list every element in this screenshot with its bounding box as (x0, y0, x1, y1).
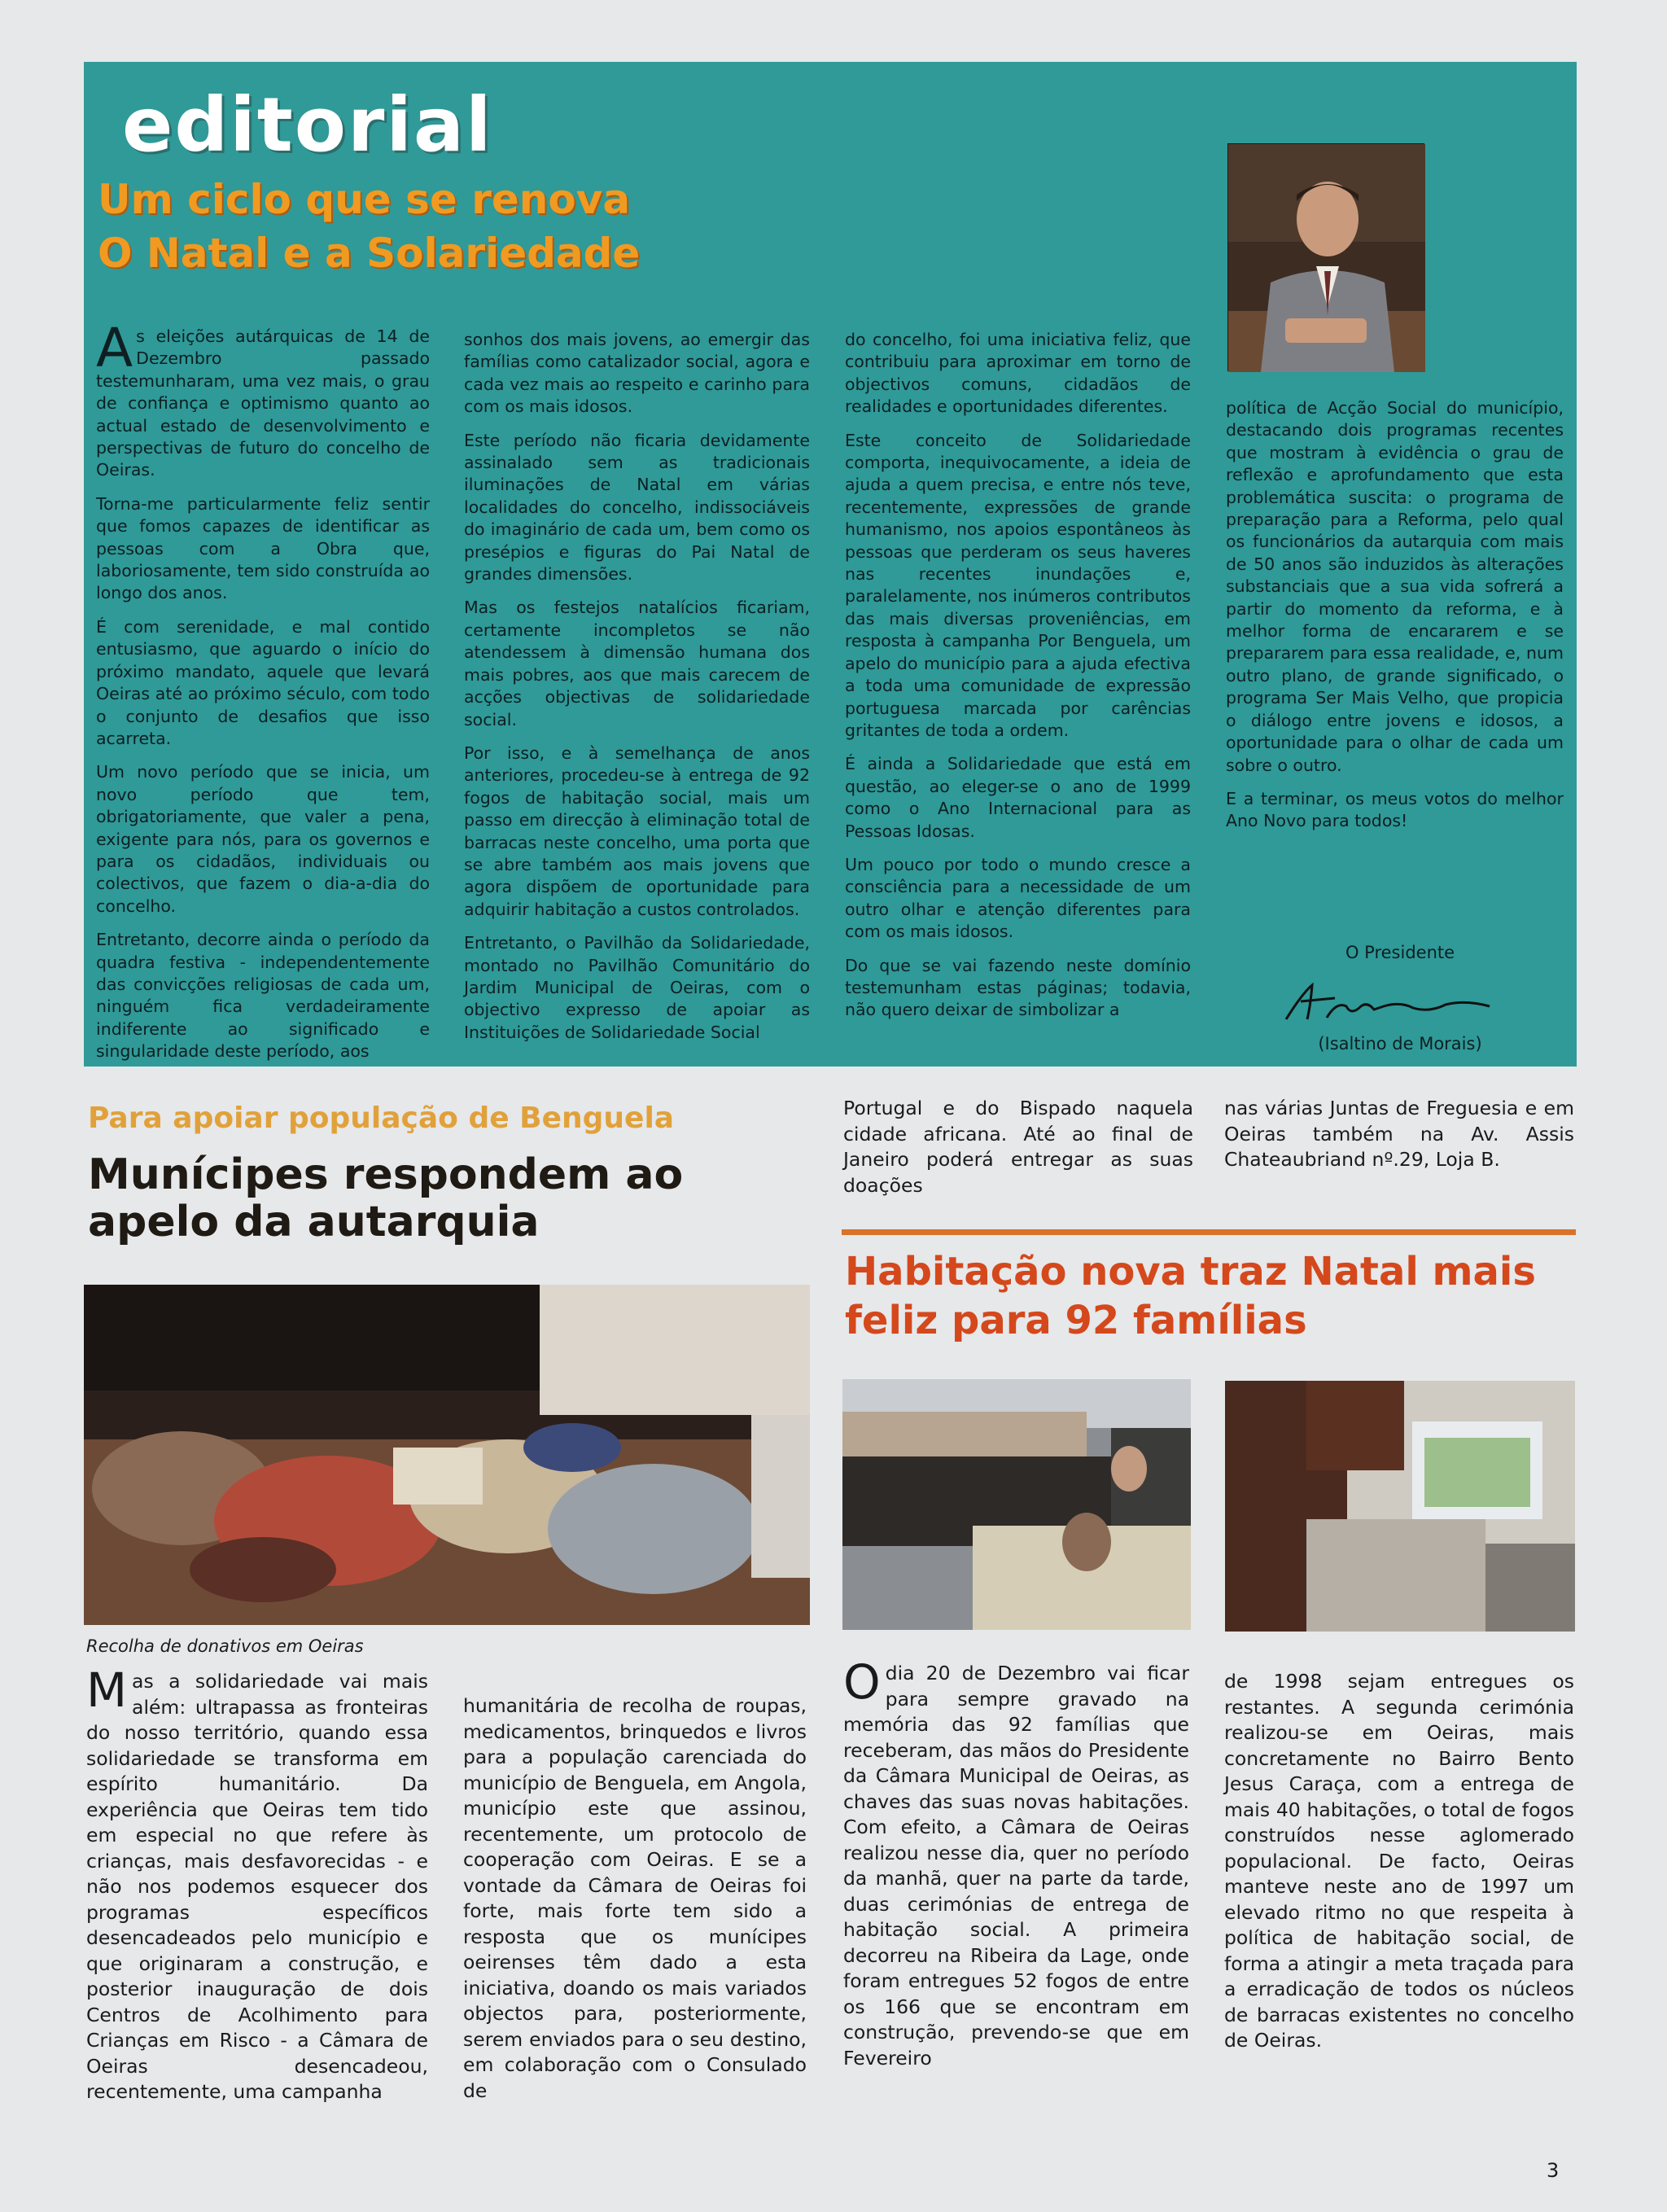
editorial-paragraph: Do que se vai fazendo neste domínio testemunham estas páginas; todavia, não quero deixar de simbolizar a (845, 955, 1191, 1020)
signature-mark (1270, 969, 1514, 1034)
article2-text: dia 20 de Dezembro vai ficar para sempre gravado na memória das 92 famílias que receberam, das mãos do Presidente da Câmara Municipal de Oeiras, as chaves das suas novas habitações. Com efeito, a Câmara de Oeiras realizou nesse dia, quer no período da manhã, quer na parte da tarde, duas cerimónias de entrega de habitação social. A primeira decorreu na Ribeira da Lage, onde foram entregues 52 fogos de entre os 166 que se encontram em construção, prevendo-se que em Fevereiro (843, 1662, 1189, 2070)
portrait-illustration (1228, 144, 1425, 372)
article1-column-4: nas várias Juntas de Freguesia e em Oeiras também na Av. Assis Chateaubriand nº.29, Loja B. (1224, 1097, 1574, 1171)
article2-column-1 (843, 1654, 1189, 2117)
editorial-paragraph: Torna-me particularmente feliz sentir que fomos capazes de identificar as pessoas com a Obra que, laboriosamente, tem sido construída ao longo dos anos. (96, 493, 430, 603)
handwritten-signature (1270, 969, 1514, 1034)
editorial-paragraph: É com serenidade, e mal contido entusiasmo, que aguardo o início do próximo mandato, aquele que levará Oeiras até ao próximo século, com todo o conjunto de desafios que isso acarreta. (96, 616, 430, 748)
donations-illustration (84, 1285, 810, 1625)
editorial-column-3 (845, 329, 1191, 1045)
editorial-headline-line1: Um ciclo que se renova (98, 176, 631, 223)
kitchen-photo (1225, 1381, 1575, 1632)
ceremony-photo (842, 1379, 1191, 1630)
photo-caption: Recolha de donativos em Oeiras (86, 1636, 364, 1656)
section-kicker: editorial (122, 81, 493, 169)
editorial-paragraph: Entretanto, o Pavilhão da Solidariedade, montado no Pavilhão Comunitário do Jardim Municipal de Oeiras, com o objectivo expresso de apoiar as Instituições de Solidariedade Social (464, 933, 810, 1042)
page-number: 3 (1547, 2159, 1560, 2182)
drop-cap: A (96, 317, 133, 379)
drop-cap: O (843, 1654, 881, 1710)
ceremony-illustration (842, 1379, 1191, 1630)
article1-kicker: Para apoiar população de Benguela (88, 1102, 675, 1135)
editorial-paragraph: sonhos dos mais jovens, ao emergir das famílias como catalizador social, agora e cada vez mais ao respeito e carinho para com os mais idosos. (464, 330, 810, 417)
editorial-paragraph: E a terminar, os meus votos do melhor Ano Novo para todos! (1226, 788, 1564, 831)
editorial-paragraph: Mas os festejos natalícios ficariam, certamente incompletos se não atendessem à dimensão humana dos mais pobres, aos que mais carecem de acções objectivas de solidariedade social. (464, 598, 810, 729)
editorial-column-2 (464, 329, 810, 1045)
article1-headline: Munícipes respondem ao apelo da autarquia (88, 1150, 684, 1246)
editorial-headline (98, 173, 640, 280)
editorial-paragraph: Por isso, e à semelhança de anos anteriores, procedeu-se à entrega de 92 fogos de habitação social, mais um passo em direcção à eliminação total de barracas neste concelho, uma porta que se abre também aos mais jovens que agora dispõem de oportunidade para adquirir habitação a custos controlados. (464, 742, 810, 919)
signoff-name: (Isaltino de Morais) (1318, 1034, 1482, 1053)
drop-cap: M (86, 1662, 128, 1718)
editorial-paragraph: As eleições autárquicas de 14 de Dezembro passado testemunharam, uma vez mais, o grau de confiança e optimismo quanto ao actual estado de desenvolvimento e perspectivas de futuro do concelho de Oeiras. (96, 317, 430, 480)
editorial-paragraph: Este período não ficaria devidamente assinalado sem as tradicionais iluminações de Natal em várias localidades do concelho, indissociáveis do imaginário de cada um, bem como os presépios e figuras do Pai Natal de grandes dimensões. (464, 430, 810, 585)
article2-headline: Habitação nova traz Natal mais feliz para 92 famílias (845, 1249, 1536, 1343)
article1-text: as a solidariedade vai mais além: ultrapassa as fronteiras do nosso território, quando essa solidariedade se transforma em espírito humanitário. Da experiência que Oeiras tem tido em especial no que refere às crianças, mais desfavorecidas - e não nos podemos esquecer dos programas específicos desencadeados pelo município e que originaram a construção, e posterior inauguração de dois Centros de Acolhimento para Crianças em Risco - a Câmara de Oeiras desencadeou, recentemente, uma campanha (86, 1670, 428, 2103)
editorial-column-4 (1226, 397, 1564, 831)
article1-column-1 (86, 1662, 428, 2109)
president-portrait-photo (1227, 143, 1424, 371)
editorial-paragraph: Um pouco por todo o mundo cresce a consciência para a necessidade de um outro olhar e atenção diferentes para com os mais idosos. (845, 854, 1191, 942)
editorial-paragraph: Entretanto, decorre ainda o período da quadra festiva - independentemente das convicções religiosas de cada um, ninguém fica verdadeiramente indiferente ao significado e singularidade deste período, aos (96, 930, 430, 1062)
editorial-paragraph: Este conceito de Solidariedade comporta, inequivocamente, a ideia de ajuda a quem precisa, e entre nós teve, recentemente, expressões de grande humanismo, nos apoios espontâneos às pessoas que perderam os seus haveres nas recentes inundações e, paralelamente, nos inúmeros contributos das mais diversas proveniências, em resposta à campanha Por Benguela, um apelo do município para a ajuda efectiva a toda uma comunidade de expressão portuguesa marcada por carências gritantes de toda a ordem. (845, 430, 1191, 740)
editorial-paragraph: política de Acção Social do município, destacando dois programas recentes que mostram à evidência o grau de reflexão e aprofundamento que esta problemática suscita: o programa de preparação para a Reforma, pelo qual os funcionários da autarquia com mais de 50 anos são induzidos às alterações substanciais que a sua vida sofrerá a partir do momento da reforma, e à melhor forma de encararem e se prepararem para essa realidade, e, num outro plano, de grande significado, o programa Ser Mais Velho, que propicia o diálogo entre jovens e idosos, a oportunidade para o olhar de cada um sobre o outro. (1226, 398, 1564, 775)
section-divider (842, 1229, 1576, 1235)
editorial-column-1 (96, 317, 430, 1062)
editorial-paragraph: Um novo período que se inicia, um novo período que tem, obrigatoriamente, que valer a pena, exigente para nós, para os governos e para os cidadãos, individuais ou colectivos, que fazem o dia-a-dia do concelho. (96, 762, 430, 916)
donations-photo (84, 1285, 810, 1625)
signoff-label: O Presidente (1345, 943, 1455, 962)
article1-column-2: humanitária de recolha de roupas, medicamentos, brinquedos e livros para a população carenciada do município de Benguela, em Angola, município este que assinou, recentemente, um protocolo de cooperação com Oeiras. E se a vontade da Câmara de Oeiras foi forte, mais forte tem sido a resposta que os munícipes oeirenses têm dado a esta iniciativa, doando os mais variados objectos para, posteriormente, serem enviados para o seu destino, em colaboração com o Consulado de (463, 1694, 807, 2102)
editorial-headline-line2: O Natal e a Solariedade (98, 230, 641, 277)
kitchen-illustration (1225, 1381, 1575, 1632)
article2-column-2: de 1998 sejam entregues os restantes. A segunda cerimónia realizou-se em Oeiras, mais concretamente no Bairro Bento Jesus Caraça, com a entrega de mais 40 habitações, o total de fogos construídos nesse aglomerado populacional. De facto, Oeiras manteve neste ano de 1997 um elevado ritmo no que respeita à política de habitação social, de forma a atingir a meta traçada para a erradicação de todos os núcleos de barracas existentes no concelho de Oeiras. (1224, 1670, 1574, 2052)
editorial-paragraph: É ainda a Solidariedade que está em questão, ao eleger-se o ano de 1999 como o Ano Internacional para as Pessoas Idosas. (845, 754, 1191, 841)
article1-column-3: Portugal e do Bispado naquela cidade africana. Até ao final de Janeiro poderá entregar as suas doações (843, 1097, 1193, 1197)
editorial-paragraph: do concelho, foi uma iniciativa feliz, que contribuiu para aproximar em torno de objectivos comuns, cidadãos de realidades e oportunidades diferentes. (845, 330, 1191, 417)
